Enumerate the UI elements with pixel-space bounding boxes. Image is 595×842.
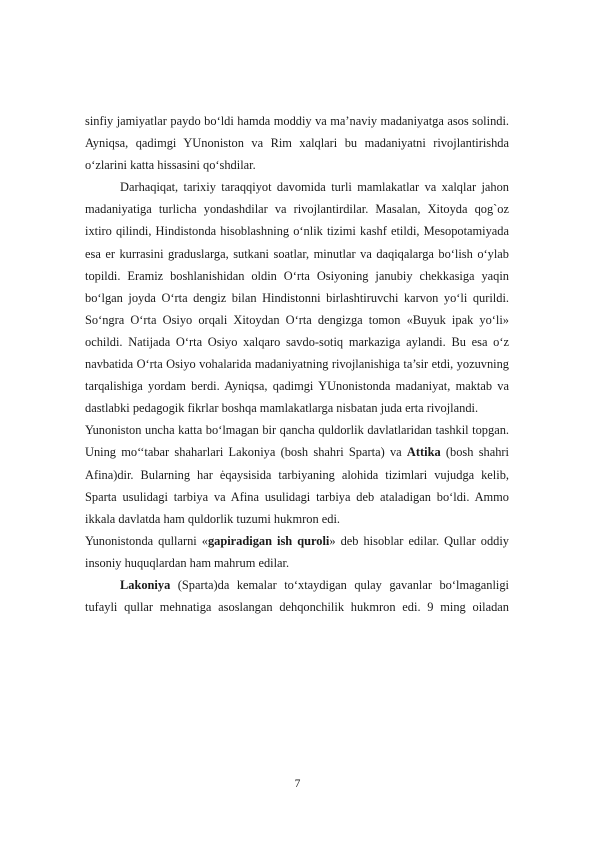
paragraph-1 [85, 110, 509, 176]
paragraph-3-bold-term: Attika [406, 445, 441, 460]
paragraph-3-text-b: (bosh shahri Afina)dir. Bularning har ėqaysisida tarbiyaning alohida tizimlari vujudga kelib, Sparta usulidagi tarbiya va Afina usulidagi tarbiya deb ataladigan bo‘ldi. Ammo ikkala davlatda ham quldorlik tuzumi hukmron edi. [85, 445, 509, 526]
paragraph-4-text-b: » deb hisoblar edilar. Qullar oddiy insoniy huquqlardan ham mahrum edilar. [85, 533, 509, 570]
paragraph-5-bold-term: Lakoniya [120, 577, 171, 592]
paragraph-5-text: (Sparta)da kemalar to‘xtaydigan qulay gavanlar bo‘lmaganligi tufayli qullar mehnatiga asoslangan dehqonchilik hukmron edi. 9 ming oiladan [85, 577, 509, 615]
paragraph-2 [85, 176, 509, 419]
paragraph-3-text-a: Yunoniston uncha katta bo‘lmagan bir qancha quldorlik davlatlaridan tashkil topgan. Uning mo‘‘tabar shaharlari Lakoniya (bosh shahri Sparta) va [85, 423, 509, 460]
paragraph-4 [85, 530, 509, 574]
paragraph-2-text: Darhaqiqat, tarixiy taraqqiyot davomida turli mamlakatlar va xalqlar jahon madaniyatiga turlicha yondashdilar va rivojlantirdilar. Masalan, Xitoyda qog`oz ixtiro qilindi, Hindistonda hisoblashning o‘nlik tizimi kashf etildi, Mesopotamiyada esa er kurrasini graduslarga, sutkani soatlar, minutlar va daqiqalarga bo‘lish o‘ylab topildi. Eramiz boshlanishidan oldin O‘rta Osiyoning janubiy chekkasiga yaqin bo‘lgan joyda O‘rta dengiz bilan Hindistonni birlashtiruvchi karvon yo‘li qurildi. So‘ngra O‘rta Osiyo orqali Xitoydan O‘rta dengizga tomon «Buyuk ipak yo‘li» ochildi. Natijada O‘rta Osiyo xalqaro savdo-sotiq markaziga aylandi. Bu esa o‘z navbatida O‘rta Osiyo vohalarida madaniyatning rivojlanishiga ta’sir etdi, yozuvning tarqalishiga yordam berdi. Ayniqsa, qadimgi YUnonistonda madaniyat, maktab va dastlabki pedagogik fikrlar boshqa mamlakatlarga nisbatan juda erta rivojlandi. [85, 180, 509, 416]
body-text [85, 110, 509, 618]
paragraph-1-text: sinfiy jamiyatlar paydo bo‘ldi hamda moddiy va ma’naviy madaniyatga asos solindi. Ayniqsa, qadimgi YUnoniston va Rim xalqlari bu madaniyatni rivojlantirishda o‘zlarini katta hissasini qo‘shdilar. [85, 114, 509, 173]
paragraph-4-text-a: Yunonistonda qullarni « [85, 533, 208, 548]
page-number: 7 [294, 778, 301, 790]
paragraph-3 [85, 419, 509, 529]
paragraph-4-bold-term: gapiradigan ish quroli [207, 533, 330, 548]
paragraph-5 [85, 574, 509, 618]
